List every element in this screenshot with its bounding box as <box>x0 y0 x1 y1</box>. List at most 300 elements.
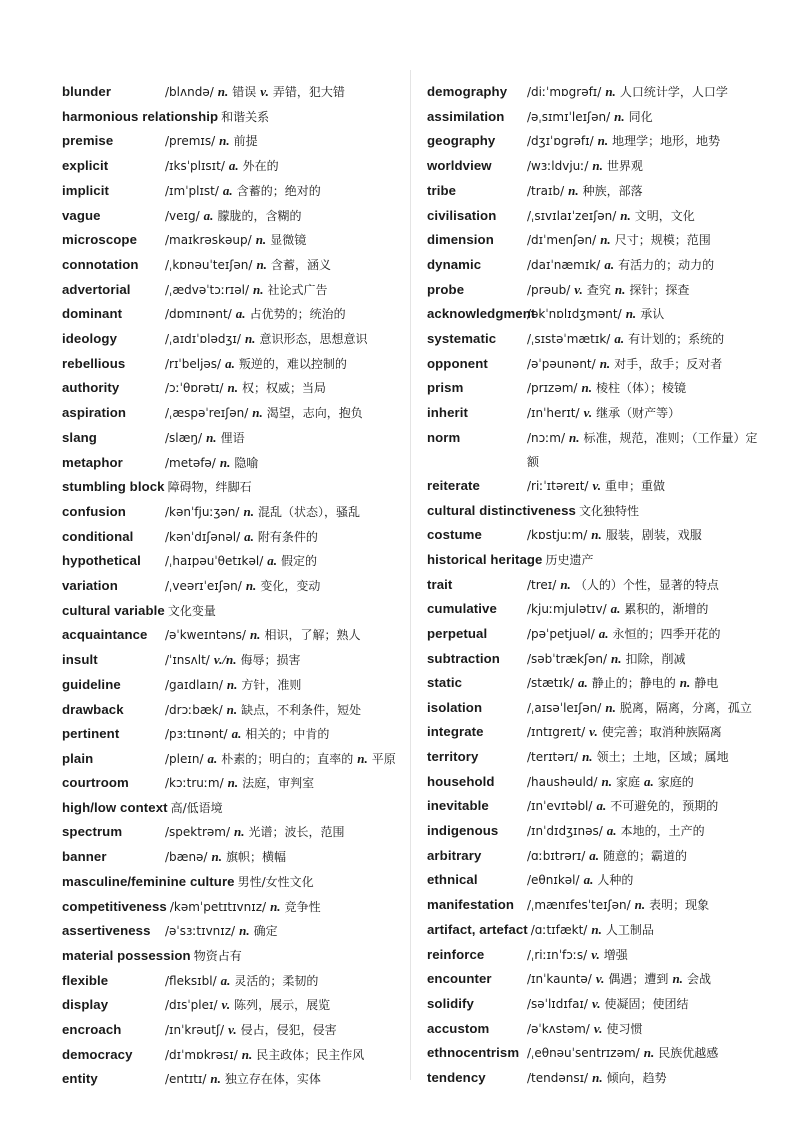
entry-word: drawback <box>62 701 124 717</box>
entry-pronunciation: /maɪkrəskəup/ <box>165 233 252 248</box>
chinese-meaning: 表明；现象 <box>649 898 710 913</box>
entry-definition <box>527 154 767 179</box>
chinese-meaning: 外在的 <box>242 159 279 174</box>
entry-definition <box>546 548 768 573</box>
entry-word: opponent <box>427 355 488 371</box>
entry-definition <box>165 500 400 525</box>
chinese-meaning: 变化，变动 <box>260 579 321 594</box>
entry-word: cumulative <box>427 601 497 617</box>
entry-pronunciation: /ɪnˈkrəutʃ/ <box>165 1023 225 1038</box>
chinese-meaning: 使完善；取消种族隔离 <box>601 725 722 740</box>
entry-definition <box>165 993 400 1018</box>
entry-pronunciation: /spektrəm/ <box>165 825 230 840</box>
entry-word: acknowledgment <box>427 306 536 322</box>
entry-definition <box>527 745 767 770</box>
chinese-meaning: 累积的，渐增的 <box>624 602 709 617</box>
vocab-entry <box>62 1018 400 1043</box>
part-of-speech: n. <box>256 256 267 272</box>
part-of-speech: n. <box>227 380 238 396</box>
entry-word: prism <box>427 380 464 396</box>
vocab-entry <box>62 179 400 204</box>
vocab-entry <box>427 597 767 622</box>
entry-word: historical heritage <box>427 551 543 567</box>
chinese-meaning: 错误 <box>232 85 257 99</box>
part-of-speech: n. <box>601 773 612 789</box>
entry-definition <box>165 722 400 747</box>
entry-word: harmonious relationship <box>62 108 219 124</box>
vocab-entry <box>62 919 400 944</box>
entry-definition <box>165 80 400 105</box>
entry-word: acquaintance <box>62 627 148 643</box>
part-of-speech: n. <box>226 676 238 692</box>
vocab-entry <box>427 204 767 229</box>
entry-word: civilisation <box>427 207 497 223</box>
vocab-entry <box>62 820 400 845</box>
vocab-entry <box>427 868 767 893</box>
part-of-speech: a. <box>577 675 588 691</box>
part-of-speech: n. <box>605 700 616 716</box>
entry-word: variation <box>62 578 118 594</box>
part-of-speech: n. <box>592 158 603 174</box>
chinese-meaning: 竞争性 <box>284 899 321 914</box>
entry-pronunciation: /ˌmænɪfesˈteɪʃən/ <box>527 898 631 913</box>
entry-pronunciation: /ˌveərɪˈeɪʃən/ <box>165 579 242 594</box>
entry-definition <box>165 623 400 648</box>
entry-word: norm <box>427 429 461 445</box>
entry-pronunciation: /treɪ/ <box>527 577 557 592</box>
entry-definition <box>527 204 767 229</box>
entry-word: static <box>427 675 463 691</box>
entry-definition <box>579 499 767 524</box>
vocab-entry <box>62 228 400 253</box>
chinese-meaning: 尺寸；规模；范围 <box>614 233 711 248</box>
part-of-speech: v. <box>595 971 605 987</box>
chinese-meaning: 叛逆的，难以控制的 <box>238 356 347 371</box>
entry-word: entity <box>62 1071 98 1087</box>
chinese-meaning: 领土；土地，区域；属地 <box>596 749 729 764</box>
entry-pronunciation: /premɪs/ <box>165 134 216 149</box>
entry-definition <box>527 573 767 598</box>
chinese-meaning: 附有条件的 <box>257 529 318 544</box>
vocab-entry <box>62 944 400 969</box>
part-of-speech: n. <box>620 207 631 223</box>
entry-definition <box>527 720 767 745</box>
entry-pronunciation: /ˌeθnəuˈsentrɪzəm/ <box>527 1046 640 1061</box>
entry-word: accustom <box>427 1020 490 1036</box>
vocab-entry <box>62 722 400 747</box>
part-of-speech: n. <box>244 331 256 347</box>
part-of-speech: n. <box>206 429 217 445</box>
entry-word: aspiration <box>62 405 127 421</box>
chinese-meaning: 陈列，展示，展览 <box>234 998 331 1013</box>
part-of-speech: a. <box>225 355 235 371</box>
part-of-speech: a. <box>614 331 625 347</box>
part-of-speech: n. <box>614 281 626 297</box>
entry-word: masculine/feminine culture <box>62 873 235 889</box>
entry-word: subtraction <box>427 650 500 666</box>
entry-definition <box>527 671 767 696</box>
entry-pronunciation: /ɪmˈplɪst/ <box>165 183 219 198</box>
entry-pronunciation: /slæŋ/ <box>165 430 203 445</box>
part-of-speech: a. <box>231 726 242 742</box>
chinese-meaning: 标准，规范，准则；（工作量）定额 <box>527 430 758 469</box>
part-of-speech: a. <box>220 972 231 988</box>
entry-pronunciation: /pleɪn/ <box>165 751 204 766</box>
part-of-speech: n. <box>591 527 602 543</box>
part-of-speech: n. <box>241 1046 253 1062</box>
entry-word: ethnical <box>427 872 478 888</box>
part-of-speech: n. <box>560 576 571 592</box>
chinese-meaning: 物资占有 <box>193 948 242 963</box>
entry-definition <box>165 747 400 771</box>
chinese-meaning: 永恒的；四季开花的 <box>612 627 721 642</box>
entry-word: explicit <box>62 158 109 174</box>
entry-definition <box>168 475 400 500</box>
column-divider <box>410 70 411 1080</box>
entry-pronunciation: /əˌsɪmɪˈleɪʃən/ <box>527 109 611 124</box>
entry-pronunciation: /metəfə/ <box>165 455 216 470</box>
entry-pronunciation: /ˌhaɪpəuˈθetɪkəl/ <box>165 554 264 569</box>
entry-definition <box>527 302 767 327</box>
part-of-speech: n. <box>219 133 230 149</box>
part-of-speech: v./n. <box>213 652 237 668</box>
chinese-meaning: 法庭，审判室 <box>242 775 315 790</box>
entry-definition <box>527 426 767 474</box>
entry-definition <box>527 794 767 819</box>
chinese-meaning: 世界观 <box>606 159 643 174</box>
entry-word: flexible <box>62 972 109 988</box>
entry-word: demography <box>427 84 508 99</box>
vocab-entry <box>427 253 767 278</box>
entry-pronunciation: /ˌriːɪnˈfɔːs/ <box>527 947 588 962</box>
vocab-entry <box>62 500 400 525</box>
part-of-speech: a. <box>203 207 214 223</box>
entry-word: implicit <box>62 182 109 198</box>
entry-word: inevitable <box>427 798 489 814</box>
entry-word: costume <box>427 527 482 543</box>
vocab-entry <box>427 499 767 524</box>
entry-word: worldview <box>427 158 492 174</box>
vocab-entry <box>427 80 767 105</box>
entry-definition <box>527 770 767 795</box>
entry-pronunciation: /veɪg/ <box>165 208 200 223</box>
entry-word: dynamic <box>427 256 482 272</box>
entry-word: trait <box>427 576 453 592</box>
chinese-meaning: 静止的；静电的 <box>591 676 676 691</box>
entry-word: assimilation <box>427 108 505 124</box>
chinese-meaning: 文化变量 <box>167 603 216 618</box>
chinese-meaning: 男性/女性文化 <box>237 874 314 889</box>
vocab-entry <box>427 179 767 204</box>
entry-definition <box>165 154 400 179</box>
vocab-entry <box>427 622 767 647</box>
entry-definition <box>527 992 767 1017</box>
part-of-speech: v. <box>583 405 593 421</box>
entry-definition <box>165 228 400 253</box>
chinese-meaning: 对手，敌手；反对者 <box>614 356 723 371</box>
entry-pronunciation: /ɔːˈθɒrətɪ/ <box>165 381 224 396</box>
entry-word: conditional <box>62 528 134 544</box>
part-of-speech: v. <box>574 281 583 297</box>
entry-definition <box>527 352 767 377</box>
vocab-entry <box>62 895 400 920</box>
entry-word: stumbling block <box>62 479 165 495</box>
entry-pronunciation: /terɪtərɪ/ <box>527 749 579 764</box>
entry-pronunciation: /dɪˈmenʃən/ <box>527 233 597 248</box>
entry-word: material possession <box>62 947 191 963</box>
chinese-meaning: 渴望，志向，抱负 <box>266 406 363 421</box>
vocab-entry <box>62 401 400 426</box>
entry-pronunciation: /səˈlɪdɪfaɪ/ <box>527 996 588 1011</box>
vocab-entry <box>62 1067 400 1092</box>
entry-definition <box>165 845 400 870</box>
entry-word: territory <box>427 748 479 764</box>
entry-definition <box>165 549 400 574</box>
left-column <box>62 80 400 1092</box>
chinese-meaning: 有活力的；动力的 <box>618 257 715 272</box>
entry-pronunciation: /ɪnˈevɪtəbl/ <box>527 799 593 814</box>
entry-pronunciation: /ˌaɪdɪˈɒlədʒɪ/ <box>165 332 241 347</box>
part-of-speech: n. <box>679 675 691 691</box>
entry-pronunciation: /stætɪk/ <box>527 676 574 691</box>
entry-word: authority <box>62 380 120 396</box>
entry-pronunciation: /prɪzəm/ <box>527 381 578 396</box>
entry-definition <box>194 944 400 969</box>
part-of-speech: n. <box>253 281 264 297</box>
vocab-entry <box>427 844 767 869</box>
vocab-entry <box>62 451 400 476</box>
entry-pronunciation: /ˌkɒnəuˈteɪʃən/ <box>165 257 253 272</box>
entry-pronunciation: /əˈkweɪntəns/ <box>165 628 246 643</box>
entry-pronunciation: /ɑːtɪfækt/ <box>530 922 588 937</box>
entry-word: advertorial <box>62 281 131 297</box>
entry-pronunciation: /ˌædvəˈtɔːrɪəl/ <box>165 282 250 297</box>
vocab-entry <box>62 352 400 377</box>
part-of-speech: v. <box>592 477 602 493</box>
chinese-meaning: 弄错，犯大错 <box>272 85 345 99</box>
entry-pronunciation: /əkˈnɒlɪdʒmənt/ <box>527 307 622 322</box>
entry-word: solidify <box>427 995 474 1011</box>
part-of-speech: n. <box>581 380 592 396</box>
chinese-meaning: 光谱；波长，范围 <box>248 825 345 840</box>
part-of-speech: n. <box>252 405 263 421</box>
entry-word: hypothetical <box>62 553 141 569</box>
entry-definition <box>165 771 400 796</box>
entry-pronunciation: /blʌndə/ <box>165 85 214 99</box>
entry-pronunciation: /bænə/ <box>165 850 208 865</box>
entry-pronunciation: /ˌaɪsəˈleɪʃən/ <box>527 701 602 716</box>
entry-definition <box>527 179 767 204</box>
entry-definition <box>165 698 400 723</box>
chinese-meaning: 查究 <box>586 282 611 297</box>
entry-definition <box>165 204 400 229</box>
entry-word: probe <box>427 281 465 297</box>
entry-definition <box>527 622 767 647</box>
vocab-entry <box>62 771 400 796</box>
part-of-speech: a. <box>598 626 609 642</box>
entry-definition <box>165 820 400 845</box>
entry-pronunciation: /ɪnˈherɪt/ <box>527 406 580 421</box>
vocab-entry <box>427 745 767 770</box>
entry-definition <box>527 401 767 426</box>
entry-pronunciation: /daɪˈnæmɪk/ <box>527 257 601 272</box>
entry-pronunciation: /prəub/ <box>527 282 571 297</box>
part-of-speech: n. <box>234 824 245 840</box>
entry-pronunciation: /ɪksˈplɪsɪt/ <box>165 159 225 174</box>
entry-pronunciation: /kɔːtruːm/ <box>165 775 224 790</box>
chinese-meaning: 不可避免的，预期的 <box>610 799 719 814</box>
entry-word: competitiveness <box>62 898 167 914</box>
entry-word: rebellious <box>62 355 126 371</box>
vocab-entry <box>427 1066 767 1091</box>
chinese-meaning: 本地的，土产的 <box>620 823 705 838</box>
part-of-speech: n. <box>227 774 239 790</box>
vocab-entry <box>62 525 400 550</box>
entry-pronunciation: /ˌsɪstəˈmætɪk/ <box>527 332 611 347</box>
part-of-speech: n. <box>600 232 611 248</box>
chinese-meaning: 承认 <box>640 307 665 322</box>
vocab-entry <box>62 376 400 401</box>
entry-word: high/low context <box>62 799 168 815</box>
vocab-entry <box>62 698 400 723</box>
vocab-entry <box>427 943 767 968</box>
entry-definition <box>165 673 400 698</box>
entry-definition <box>527 1017 767 1042</box>
right-column <box>427 80 767 1091</box>
vocab-entry <box>427 1041 767 1066</box>
vocab-entry <box>62 302 400 327</box>
entry-word: cultural variable <box>62 602 165 618</box>
entry-word: manifestation <box>427 897 515 913</box>
entry-definition <box>527 376 767 401</box>
part-of-speech: a. <box>610 601 621 617</box>
vocab-entry <box>62 80 400 105</box>
entry-pronunciation: /əˈkʌstəm/ <box>527 1021 590 1036</box>
entry-pronunciation: /haushəuld/ <box>527 774 598 789</box>
entry-pronunciation: /ɪnˈdɪdʒɪnəs/ <box>527 823 603 838</box>
vocab-entry <box>62 129 400 154</box>
entry-definition <box>527 523 767 548</box>
entry-word: artifact, artefact <box>427 921 528 937</box>
chinese-meaning: 假定的 <box>281 554 318 569</box>
entry-pronunciation: /fleksɪbl/ <box>165 973 217 988</box>
chinese-meaning: 确定 <box>253 924 278 939</box>
entry-definition <box>527 1041 767 1066</box>
chinese-meaning: 前提 <box>233 134 258 149</box>
part-of-speech: v. <box>221 997 231 1013</box>
part-of-speech: a. <box>244 528 254 544</box>
entry-definition <box>527 943 767 968</box>
vocab-entry <box>427 967 767 992</box>
part-of-speech: v. <box>593 1020 603 1036</box>
vocab-entry <box>427 401 767 426</box>
vocab-entry <box>427 278 767 303</box>
chinese-meaning: 家庭 <box>615 774 640 789</box>
part-of-speech: n. <box>599 355 611 371</box>
entry-word: isolation <box>427 700 483 716</box>
entry-definition <box>531 918 767 943</box>
entry-word: integrate <box>427 724 484 740</box>
chinese-meaning: 人种的 <box>597 873 634 888</box>
chinese-meaning: （人的）个性，显著的特点 <box>574 577 719 592</box>
vocab-entry <box>427 794 767 819</box>
entry-pronunciation: /səbˈtrækʃən/ <box>527 651 608 666</box>
chinese-meaning: 独立存在体，实体 <box>224 1072 321 1087</box>
part-of-speech: a. <box>583 872 594 888</box>
entry-pronunciation: /dɒmɪnənt/ <box>165 307 232 322</box>
entry-pronunciation: /diːˈmɒgrəfɪ/ <box>527 85 602 99</box>
entry-definition <box>165 919 400 944</box>
entry-word: ethnocentrism <box>427 1045 520 1061</box>
vocab-entry <box>62 426 400 451</box>
vocab-entry <box>62 327 400 352</box>
entry-definition <box>527 474 767 499</box>
vocab-entry <box>427 770 767 795</box>
entry-definition <box>527 1066 767 1091</box>
part-of-speech: a. <box>235 306 246 322</box>
entry-word: tribe <box>427 182 457 198</box>
part-of-speech: a. <box>589 847 600 863</box>
entry-word: household <box>427 773 495 789</box>
entry-word: dominant <box>62 306 123 322</box>
part-of-speech: v. <box>591 946 600 962</box>
entry-definition <box>165 1067 400 1092</box>
entry-word: encounter <box>427 971 492 987</box>
part-of-speech: n. <box>592 1070 603 1086</box>
entry-definition <box>527 105 767 130</box>
entry-word: premise <box>62 133 114 149</box>
vocab-entry <box>62 993 400 1018</box>
vocab-entry <box>62 204 400 229</box>
entry-definition <box>165 451 400 476</box>
chinese-meaning: 显微镜 <box>270 233 307 248</box>
entry-word: microscope <box>62 232 138 248</box>
chinese-meaning: 朴素的；明白的；直率的 <box>221 751 354 766</box>
vocab-entry <box>427 1017 767 1042</box>
chinese-meaning: 服装，剧装，戏服 <box>605 528 702 543</box>
chinese-meaning: 增强 <box>603 947 628 962</box>
part-of-speech: n. <box>245 578 257 594</box>
part-of-speech: a. <box>644 773 654 789</box>
chinese-meaning: 静电 <box>694 676 719 691</box>
entry-pronunciation: /ɪnˈkauntə/ <box>527 972 592 987</box>
chinese-meaning: 相识，了解；熟人 <box>264 628 361 643</box>
entry-pronunciation: /dɪˈmɒkrəsɪ/ <box>165 1047 238 1062</box>
chinese-meaning: 方针，准则 <box>241 677 302 692</box>
vocab-entry <box>62 969 400 994</box>
vocab-entry <box>62 845 400 870</box>
vocab-entry <box>427 573 767 598</box>
part-of-speech: n. <box>614 108 625 124</box>
chinese-meaning: 重申；重做 <box>605 478 666 493</box>
chinese-meaning: 倾向，趋势 <box>606 1071 667 1086</box>
part-of-speech: n. <box>243 503 254 519</box>
chinese-meaning: 文化独特性 <box>578 503 639 518</box>
part-of-speech: v. <box>589 724 598 740</box>
part-of-speech: n. <box>210 1071 221 1087</box>
part-of-speech: n. <box>611 650 622 666</box>
entry-word: inherit <box>427 405 468 421</box>
chinese-meaning: 侵占，侵犯，侵害 <box>240 1023 337 1038</box>
vocab-entry <box>427 523 767 548</box>
entry-word: dimension <box>427 232 494 248</box>
entry-definition <box>238 870 400 895</box>
vocab-entry <box>427 671 767 696</box>
part-of-speech: n. <box>211 849 222 865</box>
entry-definition <box>527 327 767 352</box>
entry-word: metaphor <box>62 454 123 470</box>
chinese-meaning: 灵活的；柔韧的 <box>234 973 319 988</box>
